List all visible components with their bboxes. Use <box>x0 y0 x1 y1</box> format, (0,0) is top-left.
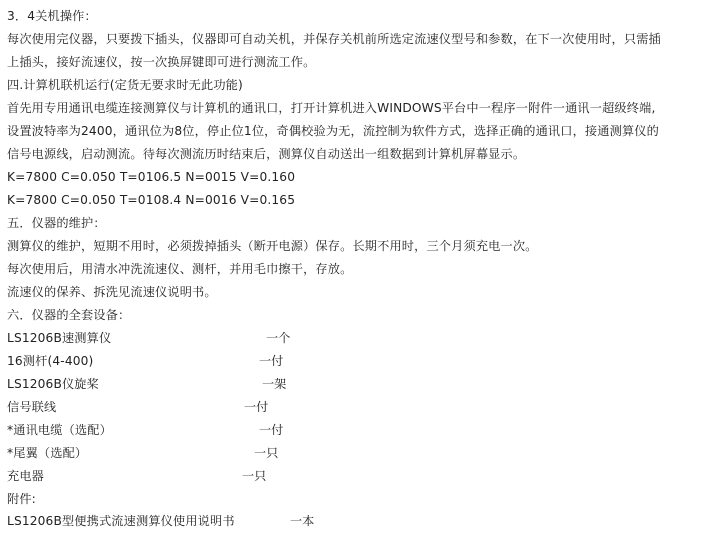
section-4-paragraph-line-2: 设置波特率为2400，通讯位为8位，停止位1位，奇偶校验为无，流控制为软件方式，选择正确的通讯口，接通测算仪的 <box>7 124 659 138</box>
equipment-item-name: *尾翼（选配） <box>7 446 88 460</box>
appendix-item-qty: 一本 <box>290 514 315 528</box>
equipment-item-qty: 一架 <box>262 377 287 391</box>
equipment-item-qty: 一付 <box>259 423 284 437</box>
section-5-paragraph-line-1: 测算仪的维护，短期不用时，必须拨掉插头（断开电源）保存。长期不用时，三个月须充电一次。 <box>7 239 538 253</box>
section-5-heading: 五．仪器的维护： <box>7 216 106 230</box>
equipment-item-qty: 一付 <box>259 354 284 368</box>
equipment-item-qty: 一只 <box>242 469 267 483</box>
equipment-item-qty: 一个 <box>266 331 291 345</box>
equipment-item-name: 16测杆(4-400) <box>7 354 94 368</box>
section-3-heading: 3．4关机操作： <box>7 9 97 23</box>
section-5-paragraph-line-3: 流速仪的保养、拆洗见流速仪说明书。 <box>7 285 217 299</box>
appendix-label: 附件: <box>7 492 36 506</box>
section-6-heading: 六．仪器的全套设备： <box>7 308 131 322</box>
section-3-paragraph-line-1: 每次使用完仪器，只要拨下插头，仪器即可自动关机，并保存关机前所选定流速仪型号和参数，在下一次使用时，只需插 <box>7 32 661 46</box>
appendix-item-name: LS1206B型便携式流速测算仪使用说明书 <box>7 514 235 528</box>
equipment-item-name: LS1206B速测算仪 <box>7 331 112 345</box>
equipment-item-name: 充电器 <box>7 469 45 483</box>
data-output-line-1: K=7800 C=0.050 T=0106.5 N=0015 V=0.160 <box>7 170 296 184</box>
equipment-item-name: LS1206B仪旋桨 <box>7 377 99 391</box>
section-4-heading: 四.计算机联机运行(定货无要求时无此功能) <box>7 78 243 92</box>
equipment-item-name: 信号联线 <box>7 400 57 414</box>
equipment-item-qty: 一只 <box>254 446 279 460</box>
section-4-paragraph-line-1: 首先用专用通讯电缆连接测算仪与计算机的通讯口，打开计算机进入WINDOWS平台中一程序一附件一通讯一超级终端, <box>7 101 656 115</box>
section-3-paragraph-line-2: 上插头，接好流速仪，按一次换屏键即可进行测流工作。 <box>7 55 316 69</box>
section-4-paragraph-line-3: 信号电源线，启动测流。待每次测流历时结束后，测算仪自动送出一组数据到计算机屏幕显示。 <box>7 147 526 161</box>
equipment-item-name: *通讯电缆（选配） <box>7 423 112 437</box>
data-output-line-2: K=7800 C=0.050 T=0108.4 N=0016 V=0.165 <box>7 193 296 207</box>
equipment-item-qty: 一付 <box>244 400 269 414</box>
section-5-paragraph-line-2: 每次使用后，用清水冲洗流速仪、测杆，并用毛巾擦干，存放。 <box>7 262 353 276</box>
